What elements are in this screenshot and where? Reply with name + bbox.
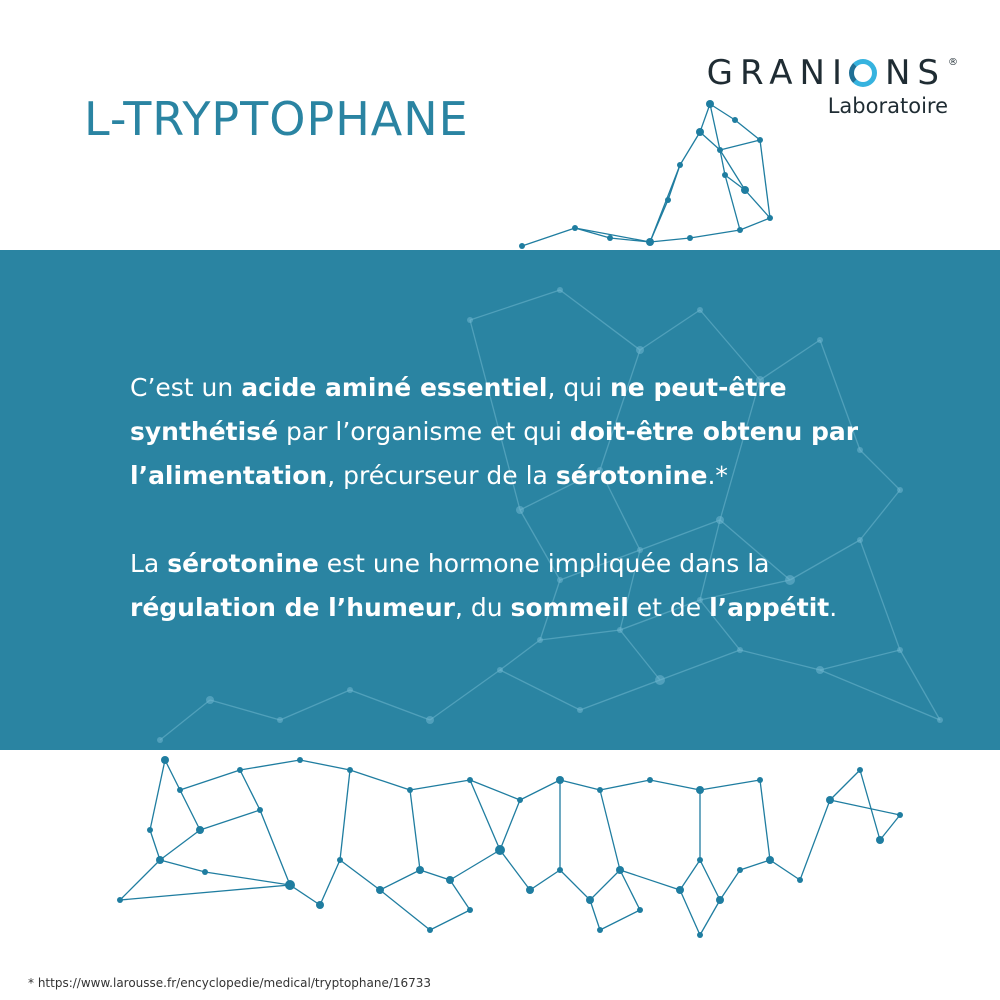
network-link — [680, 132, 700, 165]
network-link — [420, 870, 450, 880]
network-link — [430, 910, 470, 930]
network-link — [820, 670, 940, 720]
network-node — [426, 716, 434, 724]
network-link — [210, 700, 280, 720]
text-segment: .* — [707, 461, 728, 490]
text-segment: , qui — [547, 373, 610, 402]
network-node — [446, 876, 454, 884]
network-node — [897, 647, 903, 653]
network-node — [557, 867, 563, 873]
network-link — [590, 870, 620, 900]
network-link — [290, 885, 320, 905]
network-link — [430, 670, 500, 720]
network-node — [572, 225, 578, 231]
network-link — [350, 770, 410, 790]
network-link — [520, 780, 560, 800]
network-link — [600, 790, 620, 870]
network-node — [722, 172, 728, 178]
network-node — [597, 927, 603, 933]
network-link — [560, 290, 640, 350]
network-link — [320, 860, 340, 905]
network-link — [500, 850, 530, 890]
network-link — [450, 850, 500, 880]
network-node — [202, 869, 208, 875]
network-node — [647, 777, 653, 783]
network-node — [857, 767, 863, 773]
highlight-segment: sommeil — [510, 593, 629, 622]
network-link — [240, 760, 300, 770]
network-link — [340, 860, 380, 890]
network-link — [580, 680, 660, 710]
network-node — [285, 880, 295, 890]
network-node — [177, 787, 183, 793]
network-link — [600, 780, 650, 790]
highlight-segment: acide aminé essentiel — [241, 373, 548, 402]
network-node — [737, 867, 743, 873]
network-link — [160, 830, 200, 860]
highlight-segment: sérotonine — [167, 549, 319, 578]
network-link — [770, 860, 800, 880]
network-link — [350, 690, 430, 720]
network-node — [716, 896, 724, 904]
network-node — [737, 227, 743, 233]
network-link — [240, 770, 260, 810]
network-node — [717, 147, 723, 153]
text-segment: , du — [454, 593, 511, 622]
network-link — [340, 770, 350, 860]
logo-wordmark — [706, 53, 958, 93]
granions-logo — [706, 53, 958, 118]
description-text — [130, 366, 890, 674]
network-link — [410, 790, 420, 870]
network-link — [380, 870, 420, 890]
network-link — [205, 872, 290, 885]
network-node — [817, 337, 823, 343]
network-link — [760, 780, 770, 860]
network-link — [180, 790, 200, 830]
network-node — [696, 786, 704, 794]
network-link — [180, 770, 240, 790]
network-node — [697, 307, 703, 313]
network-node — [577, 707, 583, 713]
network-link — [560, 870, 590, 900]
network-node — [665, 197, 671, 203]
network-link — [720, 140, 760, 150]
network-link — [260, 810, 290, 885]
network-link — [700, 860, 720, 900]
network-node — [636, 346, 644, 354]
network-node — [897, 812, 903, 818]
text-segment: . — [829, 593, 838, 622]
network-node — [757, 777, 763, 783]
text-segment: et de — [628, 593, 710, 622]
network-link — [680, 860, 700, 890]
network-node — [257, 807, 263, 813]
network-node — [797, 877, 803, 883]
network-link — [735, 120, 760, 140]
network-node — [697, 857, 703, 863]
network-node — [586, 896, 594, 904]
network-link — [740, 218, 770, 230]
network-node — [637, 907, 643, 913]
network-node — [467, 907, 473, 913]
network-link — [150, 830, 160, 860]
network-link — [530, 870, 560, 890]
network-node — [526, 886, 534, 894]
network-node — [161, 756, 169, 764]
network-link — [700, 900, 720, 935]
network-node — [196, 826, 204, 834]
network-node — [206, 696, 214, 704]
logo-text-start: GRANI — [706, 53, 849, 93]
network-node — [937, 717, 943, 723]
network-link — [500, 670, 580, 710]
network-node — [826, 796, 834, 804]
network-node — [427, 927, 433, 933]
network-node — [519, 243, 525, 249]
network-link — [160, 860, 205, 872]
network-link — [690, 230, 740, 238]
highlight-segment: sérotonine — [555, 461, 708, 490]
network-link — [575, 228, 650, 242]
network-node — [416, 866, 424, 874]
network-node — [696, 128, 704, 136]
network-node — [337, 857, 343, 863]
network-node — [697, 932, 703, 938]
network-link — [830, 770, 860, 800]
highlight-segment: doit-être obtenu par l’alimentation — [130, 417, 859, 490]
network-link — [880, 815, 900, 840]
registered-mark: ® — [948, 57, 958, 68]
text-segment: , précurseur de la — [327, 461, 556, 490]
logo-text-end: NS — [884, 53, 946, 93]
network-node — [156, 856, 164, 864]
network-link — [280, 690, 350, 720]
network-node — [297, 757, 303, 763]
network-node — [607, 235, 613, 241]
text-segment: par l’organisme et qui — [278, 417, 570, 446]
network-link — [900, 650, 940, 720]
network-link — [120, 885, 290, 900]
network-node — [676, 886, 684, 894]
network-link — [745, 190, 770, 218]
network-link — [650, 238, 690, 242]
paragraph-serotonin — [130, 542, 890, 630]
network-node — [237, 767, 243, 773]
network-node — [766, 856, 774, 864]
network-node — [316, 901, 324, 909]
network-node — [616, 866, 624, 874]
network-link — [150, 760, 165, 830]
network-node — [277, 717, 283, 723]
highlight-segment: ne peut-être synthétisé — [130, 373, 787, 446]
network-link — [200, 810, 260, 830]
text-segment: C’est un — [130, 373, 242, 402]
network-node — [467, 317, 473, 323]
network-node — [677, 162, 683, 168]
page-title: L-TRYPTOPHANE — [84, 92, 469, 146]
network-link — [560, 780, 600, 790]
logo-ring-icon — [849, 59, 877, 87]
network-node — [757, 137, 763, 143]
logo-subtitle: Laboratoire — [827, 94, 948, 118]
network-link — [165, 760, 180, 790]
network-node — [741, 186, 749, 194]
text-segment: La — [130, 549, 168, 578]
network-node — [376, 886, 384, 894]
network-link — [410, 780, 470, 790]
network-link — [590, 900, 600, 930]
text-segment: est une hormone impliquée dans la — [318, 549, 770, 578]
network-link — [450, 880, 470, 910]
network-link — [720, 870, 740, 900]
network-link — [640, 310, 700, 350]
network-link — [830, 800, 900, 815]
network-link — [800, 800, 830, 880]
network-node — [767, 215, 773, 221]
network-link — [600, 910, 640, 930]
network-node — [556, 776, 564, 784]
network-node — [407, 787, 413, 793]
network-node — [157, 737, 163, 743]
network-node — [655, 675, 665, 685]
network-link — [700, 780, 760, 790]
network-link — [760, 140, 770, 218]
network-node — [495, 845, 505, 855]
network-node — [557, 287, 563, 293]
network-link — [650, 780, 700, 790]
network-node — [687, 235, 693, 241]
network-link — [650, 200, 668, 242]
network-node — [347, 767, 353, 773]
network-node — [597, 787, 603, 793]
network-link — [860, 770, 880, 840]
network-node — [646, 238, 654, 246]
network-link — [522, 228, 575, 246]
network-node — [117, 897, 123, 903]
network-node — [517, 797, 523, 803]
network-link — [470, 290, 560, 320]
network-node — [347, 687, 353, 693]
source-footnote: * https://www.larousse.fr/encyclopedie/medical/tryptophane/16733 — [28, 976, 432, 990]
network-link — [668, 165, 680, 200]
network-node — [897, 487, 903, 493]
network-link — [120, 860, 160, 900]
highlight-segment: régulation de l’humeur — [130, 593, 455, 622]
highlight-segment: l’appétit — [709, 593, 830, 622]
network-link — [500, 800, 520, 850]
paragraph-definition — [130, 366, 890, 498]
network-link — [380, 890, 430, 930]
network-node — [876, 836, 884, 844]
network-link — [160, 700, 210, 740]
network-link — [740, 860, 770, 870]
network-link — [680, 890, 700, 935]
network-link — [725, 175, 740, 230]
network-link — [300, 760, 350, 770]
network-node — [467, 777, 473, 783]
network-node — [147, 827, 153, 833]
